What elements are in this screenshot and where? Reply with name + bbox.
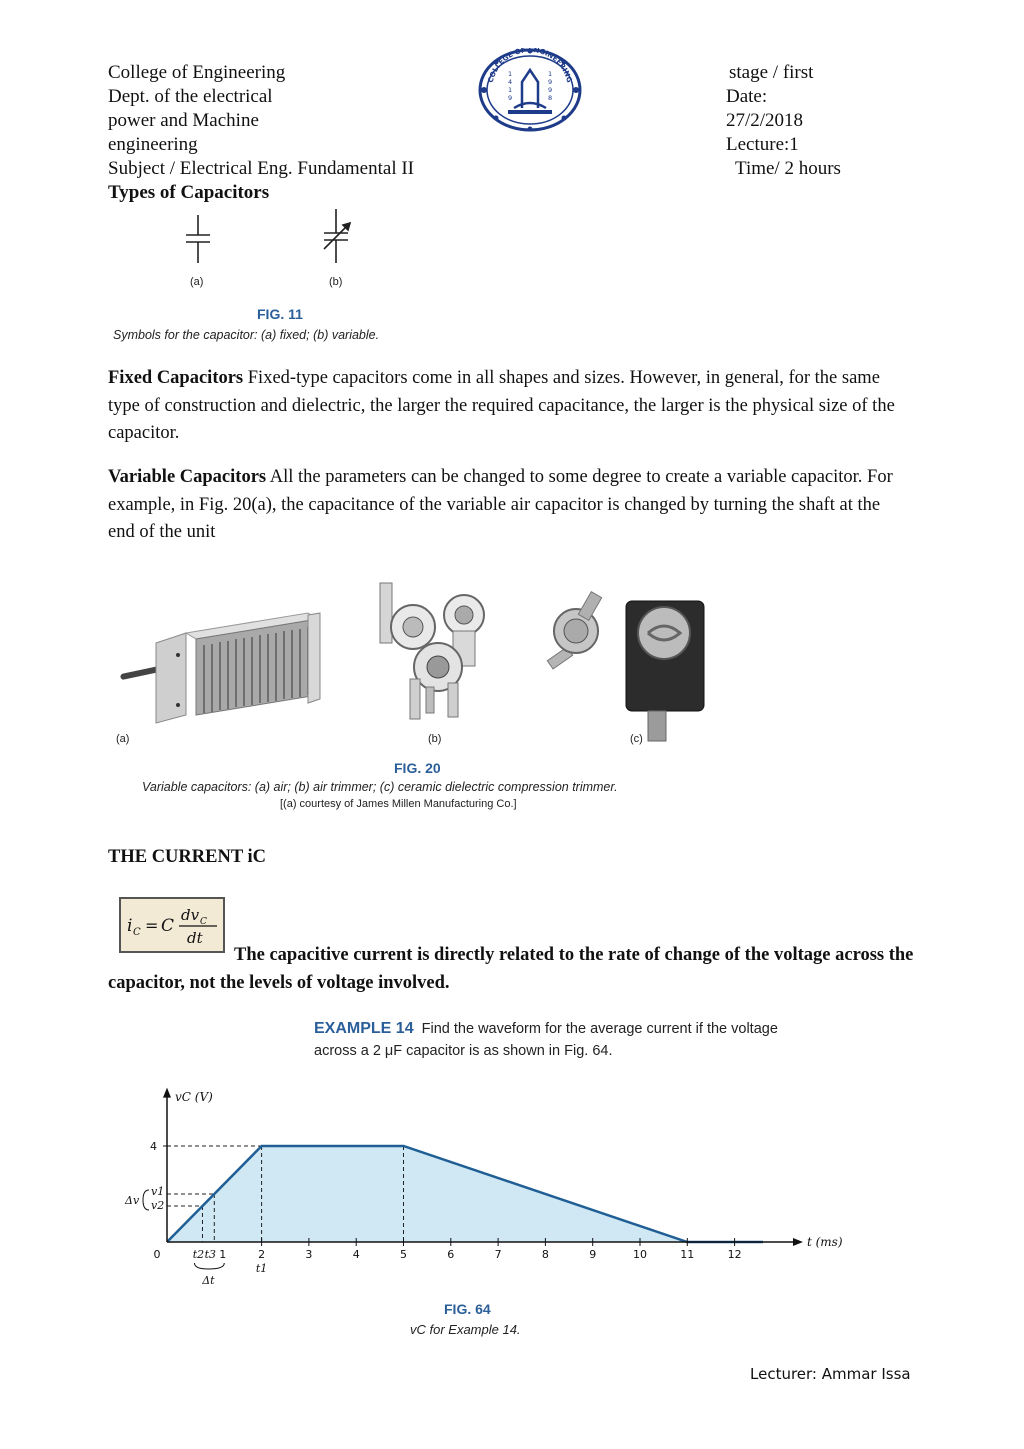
annotation-t1: t1 [255, 1262, 268, 1275]
fig11-label-a: (a) [190, 276, 204, 288]
x-tick-label: 5 [400, 1248, 407, 1261]
svg-text:1: 1 [548, 70, 553, 78]
annotation-delta-t: Δt [202, 1274, 215, 1287]
fig20-credit: [(a) courtesy of James Millen Manufacturing Co.] [280, 798, 517, 810]
x-tick-label: 3 [305, 1248, 313, 1261]
header-subject: Subject / Electrical Eng. Fundamental II [108, 158, 415, 179]
air-trimmer-photo [380, 583, 484, 719]
example-text-line2: across a 2 μF capacitor is as shown in Fig. 64. [314, 1043, 613, 1059]
college-logo [478, 48, 582, 132]
x-tick-label: 10 [633, 1248, 647, 1261]
variable-capacitors-paragraph [108, 464, 908, 547]
svg-text:9: 9 [548, 86, 553, 94]
section-title: Types of Capacitors [108, 182, 270, 203]
variable-capacitors-title: Variable Capacitors [108, 467, 267, 487]
x-tick-label: 9 [589, 1248, 597, 1261]
footer-lecturer: Lecturer: Ammar Issa [750, 1365, 911, 1383]
header-date: 27/2/2018 [726, 110, 804, 131]
svg-text:=: = [145, 916, 159, 935]
example-text-line1: Find the waveform for the average current if the voltage [421, 1021, 778, 1037]
fixed-capacitors-text: Fixed-type capacitors come in all shapes and sizes. However, in general, for the same type of construction and dielectric, the larger the required capacitance, the larger is the physical size of the capacitor. [108, 368, 895, 443]
current-title: THE CURRENT iC [108, 847, 266, 867]
svg-text:C: C [200, 917, 207, 927]
variable-capacitor-symbol [324, 209, 350, 263]
fig11-caption: Symbols for the capacitor: (a) fixed; (b) variable. [113, 328, 380, 342]
fig11-label: FIG. 11 [257, 306, 303, 322]
header-lecture: Lecture:1 [726, 134, 799, 155]
fig20-label-c: (c) [630, 733, 643, 745]
svg-text:9: 9 [508, 94, 513, 102]
header-left-line: power and Machine [108, 110, 259, 131]
fig20-caption: Variable capacitors: (a) air; (b) air trimmer; (c) ceramic dielectric compression trimmer. [142, 780, 618, 794]
x-tick-label: 4 [352, 1248, 360, 1261]
fig20-label-a: (a) [116, 733, 130, 745]
svg-text:8: 8 [548, 94, 553, 102]
svg-text:C: C [161, 916, 175, 936]
fig20-label-b: (b) [428, 733, 442, 745]
x-tick-label: 6 [447, 1248, 455, 1261]
y-tick-label: 4 [150, 1140, 157, 1153]
svg-text:9: 9 [548, 78, 553, 86]
annotation-v1: v1 [151, 1185, 165, 1198]
figure-11 [108, 205, 438, 350]
fig64-chart [120, 1082, 843, 1292]
x-tick-label: 2 [258, 1248, 266, 1261]
header-stage: stage / first [729, 62, 814, 83]
svg-text:dv: dv [181, 906, 200, 924]
variable-capacitors-text: All the parameters can be changed to some degree to create a variable capacitor. For example, in Fig. 20(a), the capacitance of the variable air capacitor is changed by turning the shaft at the end of the unit [108, 467, 893, 542]
annotation-v2: v2 [151, 1199, 165, 1212]
x-axis-label: t (ms) [806, 1235, 843, 1249]
header-left-line: engineering [108, 134, 198, 155]
annotation-t2: t2 [192, 1248, 205, 1261]
x-tick-label: 7 [494, 1248, 502, 1261]
annotation-delta-v: Δv [125, 1194, 140, 1207]
fixed-capacitors-title: Fixed Capacitors [108, 368, 244, 388]
fig11-label-b: (b) [329, 276, 343, 288]
header-time: Time/ 2 hours [735, 158, 841, 179]
svg-text:1: 1 [508, 86, 513, 94]
header-left-line: Dept. of the electrical [108, 86, 273, 107]
svg-text:i: i [127, 916, 133, 936]
header-left [108, 61, 414, 205]
fixed-capacitor-symbol [186, 215, 210, 263]
svg-text:4: 4 [508, 78, 513, 86]
header-left-line: College of Engineering [108, 62, 286, 83]
svg-text:dt: dt [187, 929, 203, 947]
current-text: The capacitive current is directly related to the rate of change of the voltage across the capacitor, not the levels of voltage involved. [108, 945, 914, 993]
svg-text:1: 1 [508, 70, 513, 78]
air-capacitor-photo [120, 613, 320, 723]
x-tick-label: 0 [153, 1248, 161, 1261]
header-right [726, 61, 841, 181]
example-title: EXAMPLE 14 [314, 1020, 414, 1037]
fig20-label: FIG. 20 [394, 760, 441, 776]
fig64-label: FIG. 64 [444, 1301, 491, 1317]
x-tick-label: 11 [680, 1248, 695, 1261]
annotation-t3: t3 [204, 1248, 217, 1261]
fixed-capacitors-paragraph [108, 365, 908, 448]
voltage-waveform-chart [120, 1082, 843, 1292]
ceramic-trimmer-photo [547, 592, 704, 741]
x-tick-label: 8 [541, 1248, 549, 1261]
fig64-caption: vC for Example 14. [410, 1322, 521, 1337]
example-14 [314, 1018, 778, 1062]
svg-text:COLLEGE OF ENGINEERING: COLLEGE OF ENGINEERING [486, 48, 574, 84]
header-date-label: Date: [726, 86, 768, 107]
x-tick-label: 12 [727, 1248, 742, 1261]
figure-20 [108, 575, 708, 820]
y-axis-label: vC (V) [175, 1090, 213, 1104]
svg-text:C: C [133, 927, 141, 938]
annotation-t3-tick: 1 [219, 1248, 227, 1261]
